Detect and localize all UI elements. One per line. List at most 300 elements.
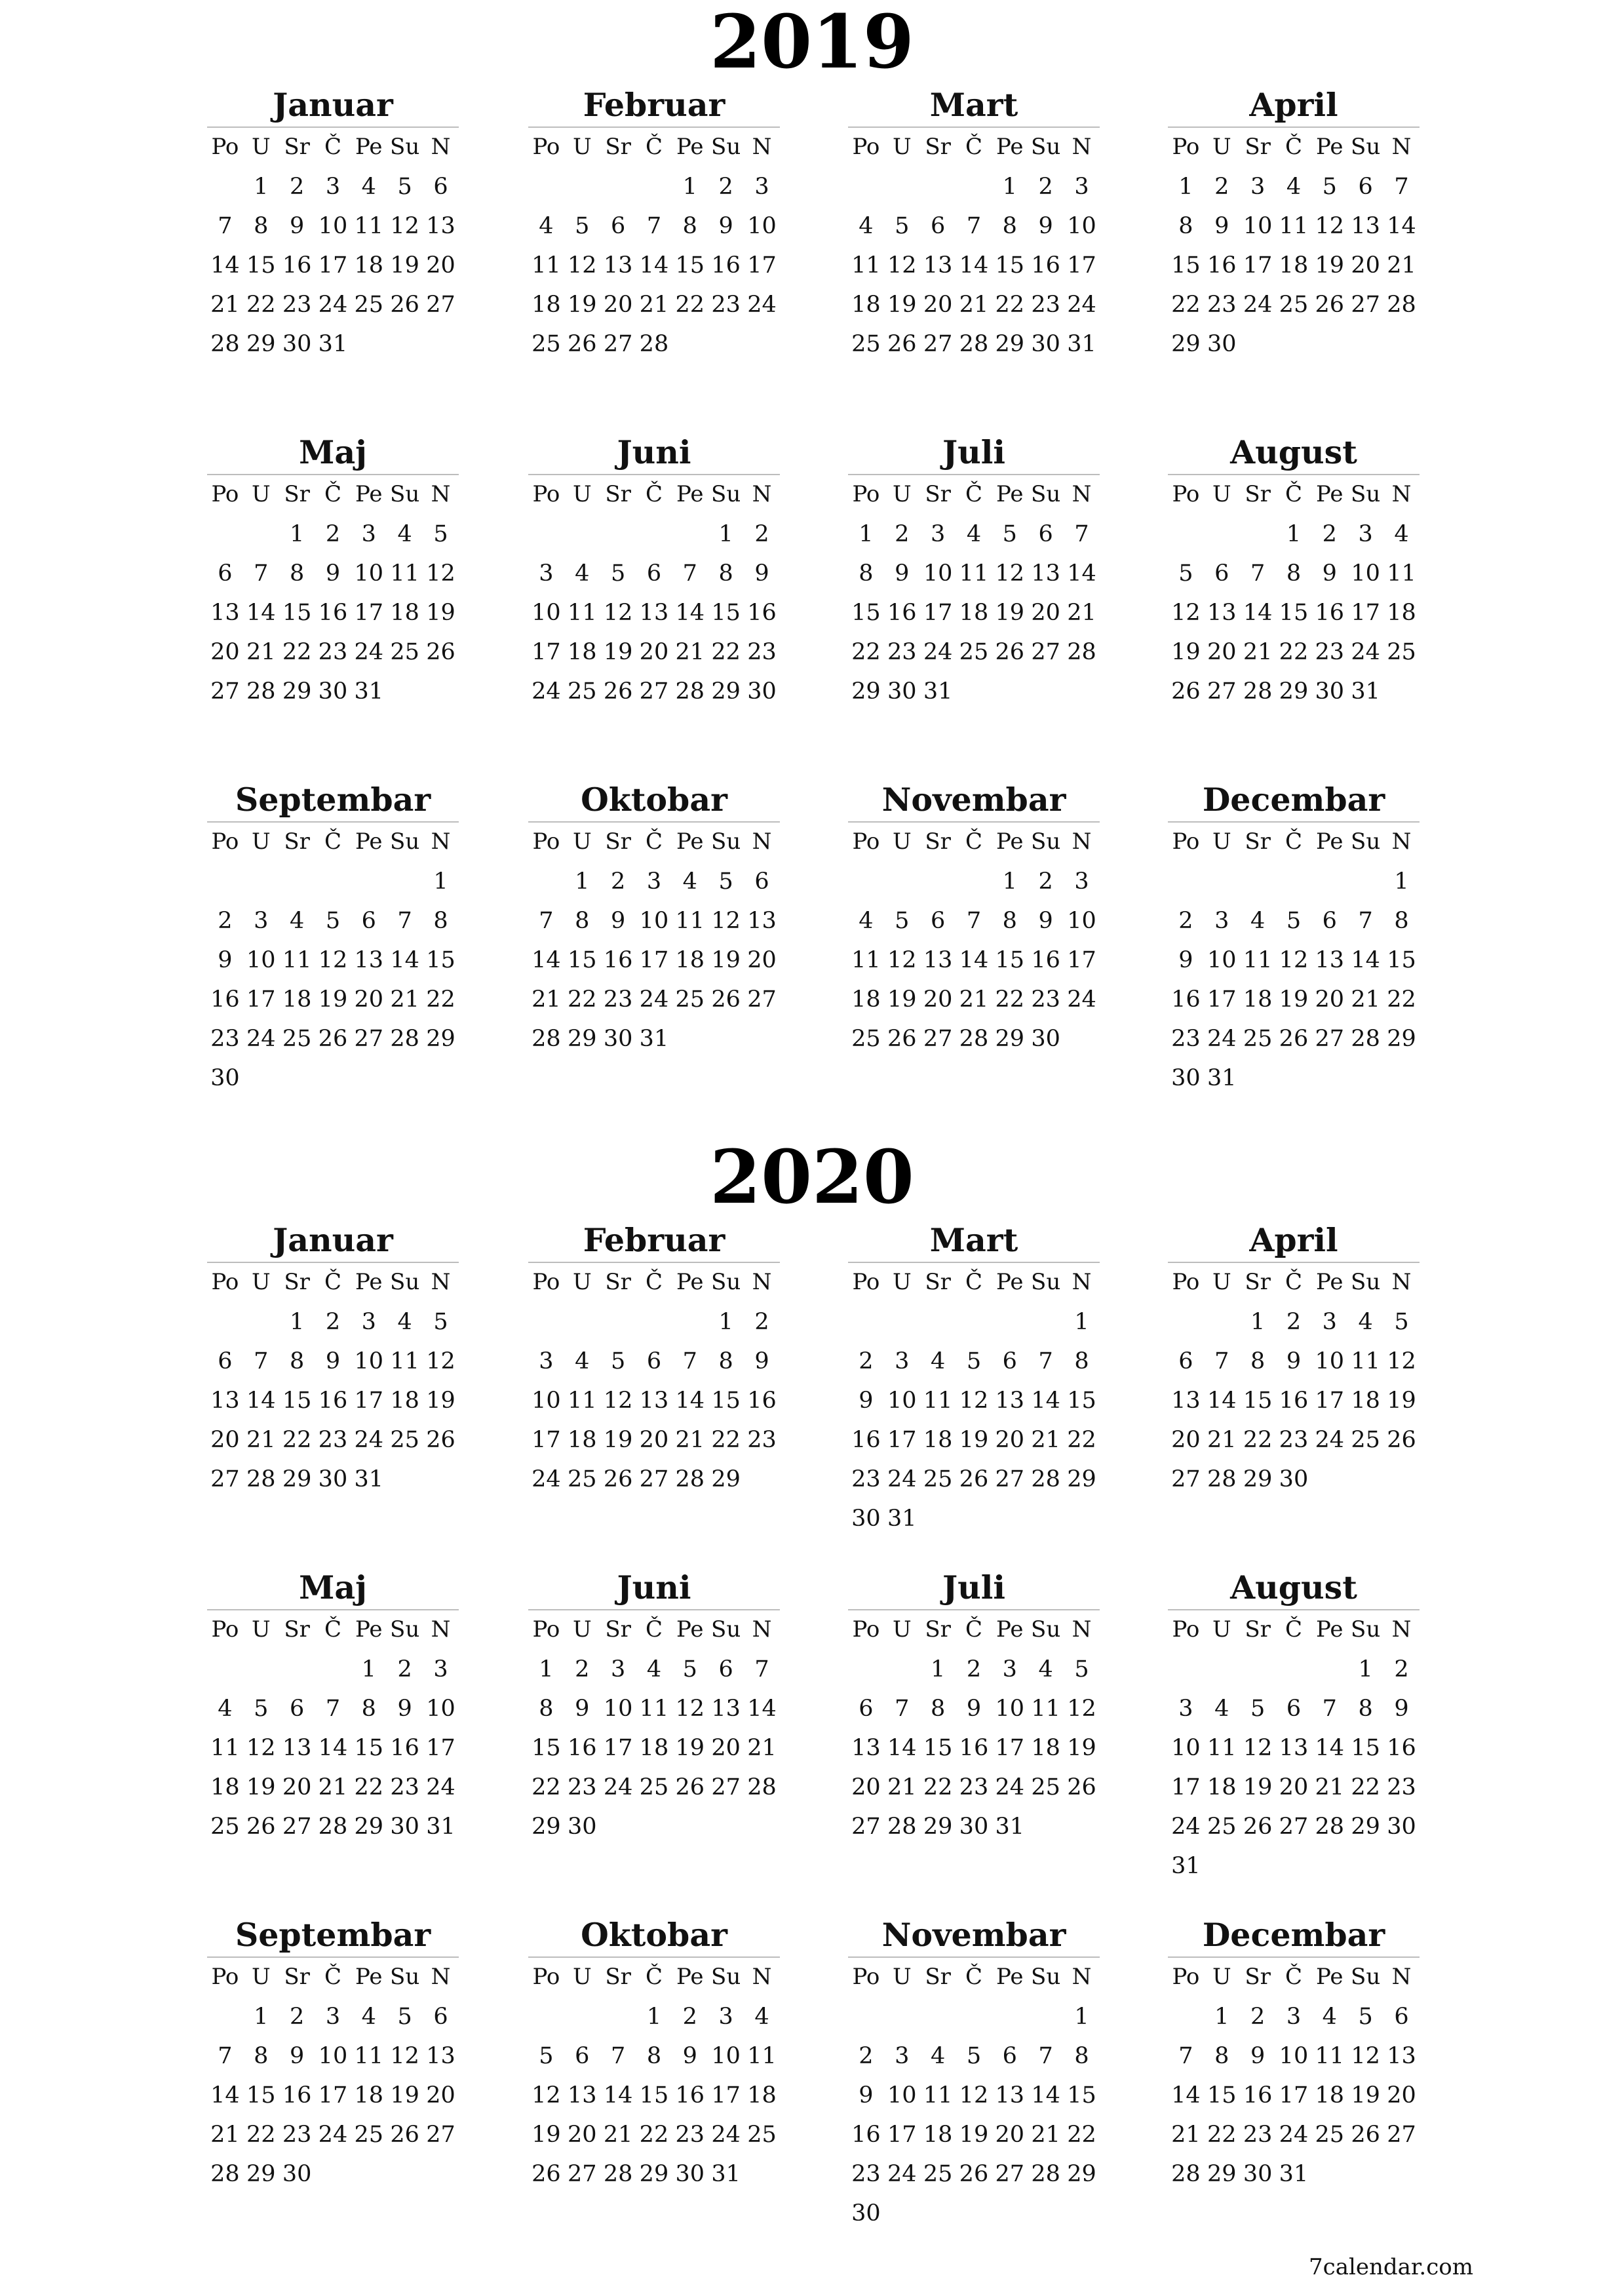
month-name: Juli — [942, 1568, 1006, 1606]
week-row — [207, 1059, 459, 1098]
day-cell: 24 — [426, 1774, 455, 1800]
day-cell: 21 — [1315, 1774, 1345, 1800]
day-cell: 18 — [639, 1735, 669, 1761]
weekday-label: Su — [1351, 1269, 1381, 1295]
day-cell: 26 — [603, 678, 633, 705]
week-row — [528, 672, 780, 711]
week-row — [1168, 1381, 1420, 1420]
week-row — [528, 285, 780, 324]
week-row — [207, 941, 459, 980]
weekday-label: Sr — [605, 481, 631, 507]
day-cell — [351, 324, 387, 364]
day-cell: 20 — [603, 292, 633, 318]
day-cell: 23 — [282, 292, 312, 318]
weekday-label: N — [1391, 1269, 1412, 1295]
weekday-label: Pe — [1316, 481, 1344, 507]
day-cell: 11 — [959, 560, 989, 587]
day-cell: 27 — [426, 292, 455, 318]
day-cell: 3 — [433, 1656, 448, 1683]
day-cell: 16 — [210, 986, 240, 1013]
day-cell: 4 — [289, 908, 305, 934]
week-row — [848, 206, 1100, 246]
day-cell: 5 — [254, 1696, 269, 1722]
day-cell: 8 — [289, 1348, 305, 1374]
day-cell: 16 — [1243, 2082, 1273, 2109]
day-cell: 26 — [1351, 2122, 1380, 2148]
day-cell: 23 — [1031, 292, 1060, 318]
day-cell — [1276, 1846, 1312, 1886]
month-block — [848, 433, 1100, 711]
weekday-label: Sr — [284, 481, 310, 507]
week-row — [1168, 1420, 1420, 1460]
day-cell: 5 — [1002, 521, 1017, 547]
day-cell: 20 — [1171, 1427, 1201, 1453]
week-row — [848, 632, 1100, 672]
weekday-label: U — [1212, 828, 1231, 855]
day-cell: 3 — [1178, 1696, 1193, 1722]
day-cell: 15 — [711, 1388, 741, 1414]
weekday-label: U — [572, 134, 592, 160]
day-cell: 3 — [1002, 1656, 1017, 1683]
day-cell — [528, 515, 564, 554]
weekday-label: Č — [1285, 481, 1302, 507]
day-cell: 14 — [246, 1388, 276, 1414]
day-cell: 13 — [426, 2043, 455, 2069]
day-cell — [744, 1807, 780, 1846]
weekday-label: Su — [1031, 134, 1061, 160]
day-cell: 31 — [639, 1026, 669, 1052]
day-cell: 31 — [354, 1466, 384, 1492]
day-cell: 29 — [1279, 678, 1309, 705]
day-cell: 7 — [1038, 1348, 1053, 1374]
day-cell — [207, 167, 243, 206]
day-cell — [1204, 862, 1240, 901]
day-cell: 9 — [1214, 213, 1229, 239]
day-cell: 2 — [1322, 521, 1337, 547]
day-cell — [423, 324, 459, 364]
day-cell: 8 — [718, 560, 733, 587]
day-cell — [1311, 2154, 1347, 2194]
day-cell: 5 — [1394, 1309, 1409, 1335]
weekday-label: Č — [965, 134, 982, 160]
day-cell: 29 — [426, 1026, 455, 1052]
day-cell: 4 — [930, 2043, 946, 2069]
day-cell: 20 — [851, 1774, 881, 1800]
day-cell: 6 — [718, 1656, 733, 1683]
day-cell: 8 — [859, 560, 874, 587]
day-cell — [672, 1019, 708, 1059]
day-cell: 16 — [1387, 1735, 1416, 1761]
day-cell: 20 — [923, 986, 953, 1013]
day-cell: 29 — [567, 1026, 597, 1052]
day-cell: 1 — [1358, 1656, 1373, 1683]
day-cell: 2 — [218, 908, 233, 934]
day-cell: 16 — [747, 1388, 777, 1414]
day-cell: 26 — [995, 639, 1025, 665]
day-cell: 5 — [433, 1309, 448, 1335]
weekday-label: U — [251, 1616, 271, 1643]
day-cell: 4 — [682, 868, 697, 895]
day-cell: 15 — [282, 600, 312, 626]
day-cell — [956, 167, 992, 206]
day-cell: 23 — [603, 986, 633, 1013]
month-block — [1168, 85, 1420, 364]
day-cell: 26 — [567, 331, 597, 357]
day-cell: 20 — [995, 2122, 1025, 2148]
day-cell: 15 — [1067, 2082, 1096, 2109]
day-cell: 4 — [1286, 174, 1302, 200]
day-cell — [1028, 2194, 1064, 2233]
weekday-label: N — [1072, 1616, 1092, 1643]
day-cell: 22 — [711, 1427, 741, 1453]
day-cell — [992, 1997, 1028, 2036]
weekday-label: Č — [965, 1616, 982, 1643]
day-cell — [279, 1650, 315, 1689]
weekday-label: U — [251, 1964, 271, 1990]
month-name: Oktobar — [581, 781, 727, 819]
month-name: Septembar — [235, 781, 431, 819]
day-cell: 29 — [995, 331, 1025, 357]
day-cell — [1347, 1460, 1383, 1499]
weekday-label: Pe — [676, 1964, 704, 1990]
day-cell — [1064, 1019, 1100, 1059]
day-cell: 24 — [532, 1466, 561, 1492]
day-cell — [279, 862, 315, 901]
day-cell: 9 — [1038, 908, 1053, 934]
day-cell: 7 — [1038, 2043, 1053, 2069]
day-cell: 12 — [675, 1696, 705, 1722]
day-cell: 20 — [1315, 986, 1345, 1013]
day-cell: 18 — [567, 1427, 597, 1453]
week-row — [207, 1728, 459, 1768]
day-cell: 14 — [959, 947, 989, 973]
week-row — [1168, 206, 1420, 246]
day-cell: 6 — [1394, 2004, 1409, 2030]
weekday-label: N — [752, 1964, 772, 1990]
month-block — [528, 85, 780, 364]
day-cell — [315, 2154, 351, 2194]
day-cell: 7 — [610, 2043, 626, 2069]
week-row — [207, 1420, 459, 1460]
day-cell: 3 — [1358, 521, 1373, 547]
day-cell: 28 — [210, 2161, 240, 2187]
week-row — [1168, 1846, 1420, 1886]
day-cell: 4 — [859, 908, 874, 934]
week-row — [528, 1768, 780, 1807]
day-cell — [207, 862, 243, 901]
day-cell: 10 — [887, 1388, 917, 1414]
day-cell: 6 — [754, 868, 769, 895]
weekday-label: Č — [645, 134, 663, 160]
day-cell: 3 — [1286, 2004, 1302, 2030]
day-cell: 9 — [575, 1696, 590, 1722]
day-cell: 9 — [325, 560, 341, 587]
weekday-label: U — [251, 828, 271, 855]
week-row — [207, 554, 459, 593]
day-cell: 2 — [397, 1656, 412, 1683]
day-cell: 1 — [254, 2004, 269, 2030]
month-block — [528, 1568, 780, 1846]
day-cell: 7 — [895, 1696, 910, 1722]
week-row — [1168, 515, 1420, 554]
day-cell: 8 — [646, 2043, 662, 2069]
day-cell: 6 — [930, 908, 946, 934]
day-cell: 21 — [675, 1427, 705, 1453]
day-cell: 17 — [747, 252, 777, 279]
day-cell: 24 — [603, 1774, 633, 1800]
day-cell — [848, 1302, 884, 1342]
day-cell: 30 — [567, 1814, 597, 1840]
day-cell: 19 — [995, 600, 1025, 626]
day-cell: 6 — [1038, 521, 1053, 547]
day-cell: 10 — [1067, 908, 1096, 934]
day-cell — [279, 1059, 315, 1098]
weekday-label: Pe — [996, 1269, 1024, 1295]
day-cell: 24 — [887, 2161, 917, 2187]
weekday-label: Sr — [1245, 1616, 1271, 1643]
day-cell: 5 — [895, 213, 910, 239]
day-cell: 11 — [390, 1348, 419, 1374]
day-cell: 26 — [318, 1026, 348, 1052]
weekday-label: Su — [711, 828, 741, 855]
month-name: Juni — [617, 1568, 691, 1606]
week-row — [848, 1728, 1100, 1768]
month-name: Januar — [273, 86, 393, 124]
week-row — [528, 901, 780, 941]
day-cell: 26 — [1243, 1814, 1273, 1840]
week-row — [528, 167, 780, 206]
day-cell — [600, 1302, 636, 1342]
day-cell: 28 — [1387, 292, 1416, 318]
day-cell: 11 — [1315, 2043, 1345, 2069]
day-cell: 22 — [1171, 292, 1201, 318]
day-cell: 25 — [923, 1466, 953, 1492]
day-cell — [636, 515, 672, 554]
weekday-label: Č — [324, 828, 341, 855]
day-cell: 1 — [1214, 2004, 1229, 2030]
weekday-label: N — [431, 1964, 451, 1990]
day-cell — [1028, 1302, 1064, 1342]
week-row — [848, 1997, 1100, 2036]
day-cell: 27 — [282, 1814, 312, 1840]
weekday-label: Č — [645, 481, 663, 507]
day-cell — [1276, 324, 1312, 364]
day-cell: 1 — [1074, 2004, 1089, 2030]
day-cell: 16 — [887, 600, 917, 626]
day-cell: 21 — [603, 2122, 633, 2148]
day-cell — [600, 1997, 636, 2036]
week-row — [848, 554, 1100, 593]
day-cell: 12 — [1315, 213, 1345, 239]
month-name: Oktobar — [581, 1916, 727, 1954]
day-cell: 21 — [210, 292, 240, 318]
day-cell: 8 — [433, 908, 448, 934]
day-cell: 8 — [1286, 560, 1302, 587]
day-cell: 25 — [851, 1026, 881, 1052]
weekday-label: Č — [324, 134, 341, 160]
day-cell — [528, 862, 564, 901]
weekday-label: Po — [852, 1964, 880, 1990]
day-cell: 14 — [246, 600, 276, 626]
week-row — [848, 1381, 1100, 1420]
day-cell: 13 — [210, 1388, 240, 1414]
day-cell — [423, 1460, 459, 1499]
day-cell: 20 — [923, 292, 953, 318]
weekday-label: U — [1212, 1269, 1231, 1295]
day-cell — [1064, 1499, 1100, 1538]
day-cell: 9 — [1394, 1696, 1409, 1722]
day-cell: 16 — [851, 2122, 881, 2148]
weekday-label: U — [572, 1964, 592, 1990]
day-cell: 25 — [675, 986, 705, 1013]
weekday-label: Sr — [284, 828, 310, 855]
day-cell — [1064, 672, 1100, 711]
day-cell: 12 — [318, 947, 348, 973]
day-cell: 29 — [995, 1026, 1025, 1052]
weekday-label: U — [572, 828, 592, 855]
day-cell: 11 — [639, 1696, 669, 1722]
week-row — [848, 1019, 1100, 1059]
day-cell: 6 — [1002, 2043, 1017, 2069]
day-cell: 27 — [1315, 1026, 1345, 1052]
day-cell: 27 — [426, 2122, 455, 2148]
day-cell: 2 — [1286, 1309, 1302, 1335]
week-row — [1168, 554, 1420, 593]
day-cell — [672, 324, 708, 364]
month-block — [848, 1220, 1100, 1538]
day-cell: 20 — [210, 1427, 240, 1453]
day-cell: 29 — [246, 331, 276, 357]
day-cell: 17 — [887, 1427, 917, 1453]
weekday-label: N — [1391, 481, 1412, 507]
day-cell: 8 — [254, 213, 269, 239]
day-cell: 24 — [246, 1026, 276, 1052]
day-cell — [243, 1059, 279, 1098]
day-cell: 6 — [218, 1348, 233, 1374]
week-row — [207, 593, 459, 632]
day-cell: 29 — [851, 678, 881, 705]
day-cell: 15 — [354, 1735, 384, 1761]
day-cell: 4 — [397, 1309, 412, 1335]
day-cell: 8 — [1394, 908, 1409, 934]
month-block — [207, 1915, 459, 2194]
day-cell — [1311, 1846, 1347, 1886]
day-cell: 30 — [1279, 1466, 1309, 1492]
day-cell — [920, 862, 956, 901]
day-cell — [600, 1807, 636, 1846]
day-cell: 11 — [390, 560, 419, 587]
day-cell — [708, 1019, 744, 1059]
weekday-label: Sr — [925, 828, 951, 855]
month-block — [207, 1220, 459, 1499]
week-row — [848, 862, 1100, 901]
day-cell — [564, 1997, 600, 2036]
day-cell: 16 — [1031, 252, 1060, 279]
weekday-label: Su — [1351, 134, 1381, 160]
day-cell: 21 — [1031, 1427, 1060, 1453]
day-cell: 24 — [1279, 2122, 1309, 2148]
day-cell: 23 — [567, 1774, 597, 1800]
weekday-label: N — [431, 481, 451, 507]
day-cell: 19 — [603, 639, 633, 665]
day-cell — [528, 1997, 564, 2036]
day-cell: 20 — [747, 947, 777, 973]
day-cell: 13 — [995, 1388, 1025, 1414]
day-cell: 10 — [1171, 1735, 1201, 1761]
day-cell: 27 — [995, 1466, 1025, 1492]
day-cell — [1311, 1460, 1347, 1499]
week-row — [848, 1768, 1100, 1807]
day-cell: 31 — [354, 678, 384, 705]
day-cell — [1347, 862, 1383, 901]
day-cell: 30 — [1031, 331, 1060, 357]
day-cell: 17 — [1279, 2082, 1309, 2109]
month-block — [528, 433, 780, 711]
week-row — [207, 1650, 459, 1689]
weekday-label: Po — [211, 481, 239, 507]
weekday-label: Pe — [676, 134, 704, 160]
day-cell: 23 — [851, 1466, 881, 1492]
day-cell: 22 — [639, 2122, 669, 2148]
day-cell — [744, 324, 780, 364]
weekday-header — [1168, 128, 1420, 167]
day-cell: 26 — [390, 292, 419, 318]
day-cell: 24 — [1067, 292, 1096, 318]
day-cell: 14 — [603, 2082, 633, 2109]
day-cell: 12 — [1351, 2043, 1380, 2069]
day-cell: 7 — [1214, 1348, 1229, 1374]
day-cell: 10 — [1279, 2043, 1309, 2069]
day-cell — [1028, 1807, 1064, 1846]
day-cell: 23 — [210, 1026, 240, 1052]
day-cell: 16 — [318, 600, 348, 626]
day-cell: 7 — [682, 560, 697, 587]
weekday-label: Č — [324, 1616, 341, 1643]
day-cell: 25 — [567, 678, 597, 705]
day-cell — [848, 862, 884, 901]
day-cell — [708, 324, 744, 364]
weekday-header — [848, 1263, 1100, 1302]
day-cell: 9 — [859, 1388, 874, 1414]
day-cell: 13 — [603, 252, 633, 279]
day-cell: 28 — [1031, 1466, 1060, 1492]
month-name: August — [1230, 1568, 1357, 1606]
day-cell: 14 — [210, 252, 240, 279]
day-cell: 12 — [603, 600, 633, 626]
day-cell — [672, 1302, 708, 1342]
weekday-label: Č — [1285, 828, 1302, 855]
week-row — [207, 2076, 459, 2115]
week-row — [207, 1768, 459, 1807]
day-cell: 13 — [210, 600, 240, 626]
day-cell: 19 — [567, 292, 597, 318]
day-cell: 21 — [1351, 986, 1380, 1013]
day-cell: 17 — [426, 1735, 455, 1761]
month-block — [1168, 780, 1420, 1098]
weekday-label: Sr — [925, 1269, 951, 1295]
day-cell: 13 — [1315, 947, 1345, 973]
day-cell: 2 — [966, 1656, 982, 1683]
day-cell — [387, 1059, 423, 1098]
week-row — [207, 246, 459, 285]
day-cell: 25 — [1387, 639, 1416, 665]
day-cell: 13 — [426, 213, 455, 239]
week-row — [848, 246, 1100, 285]
weekday-label: N — [752, 1616, 772, 1643]
day-cell: 28 — [1315, 1814, 1345, 1840]
day-cell: 19 — [390, 2082, 419, 2109]
week-row — [528, 2154, 780, 2194]
